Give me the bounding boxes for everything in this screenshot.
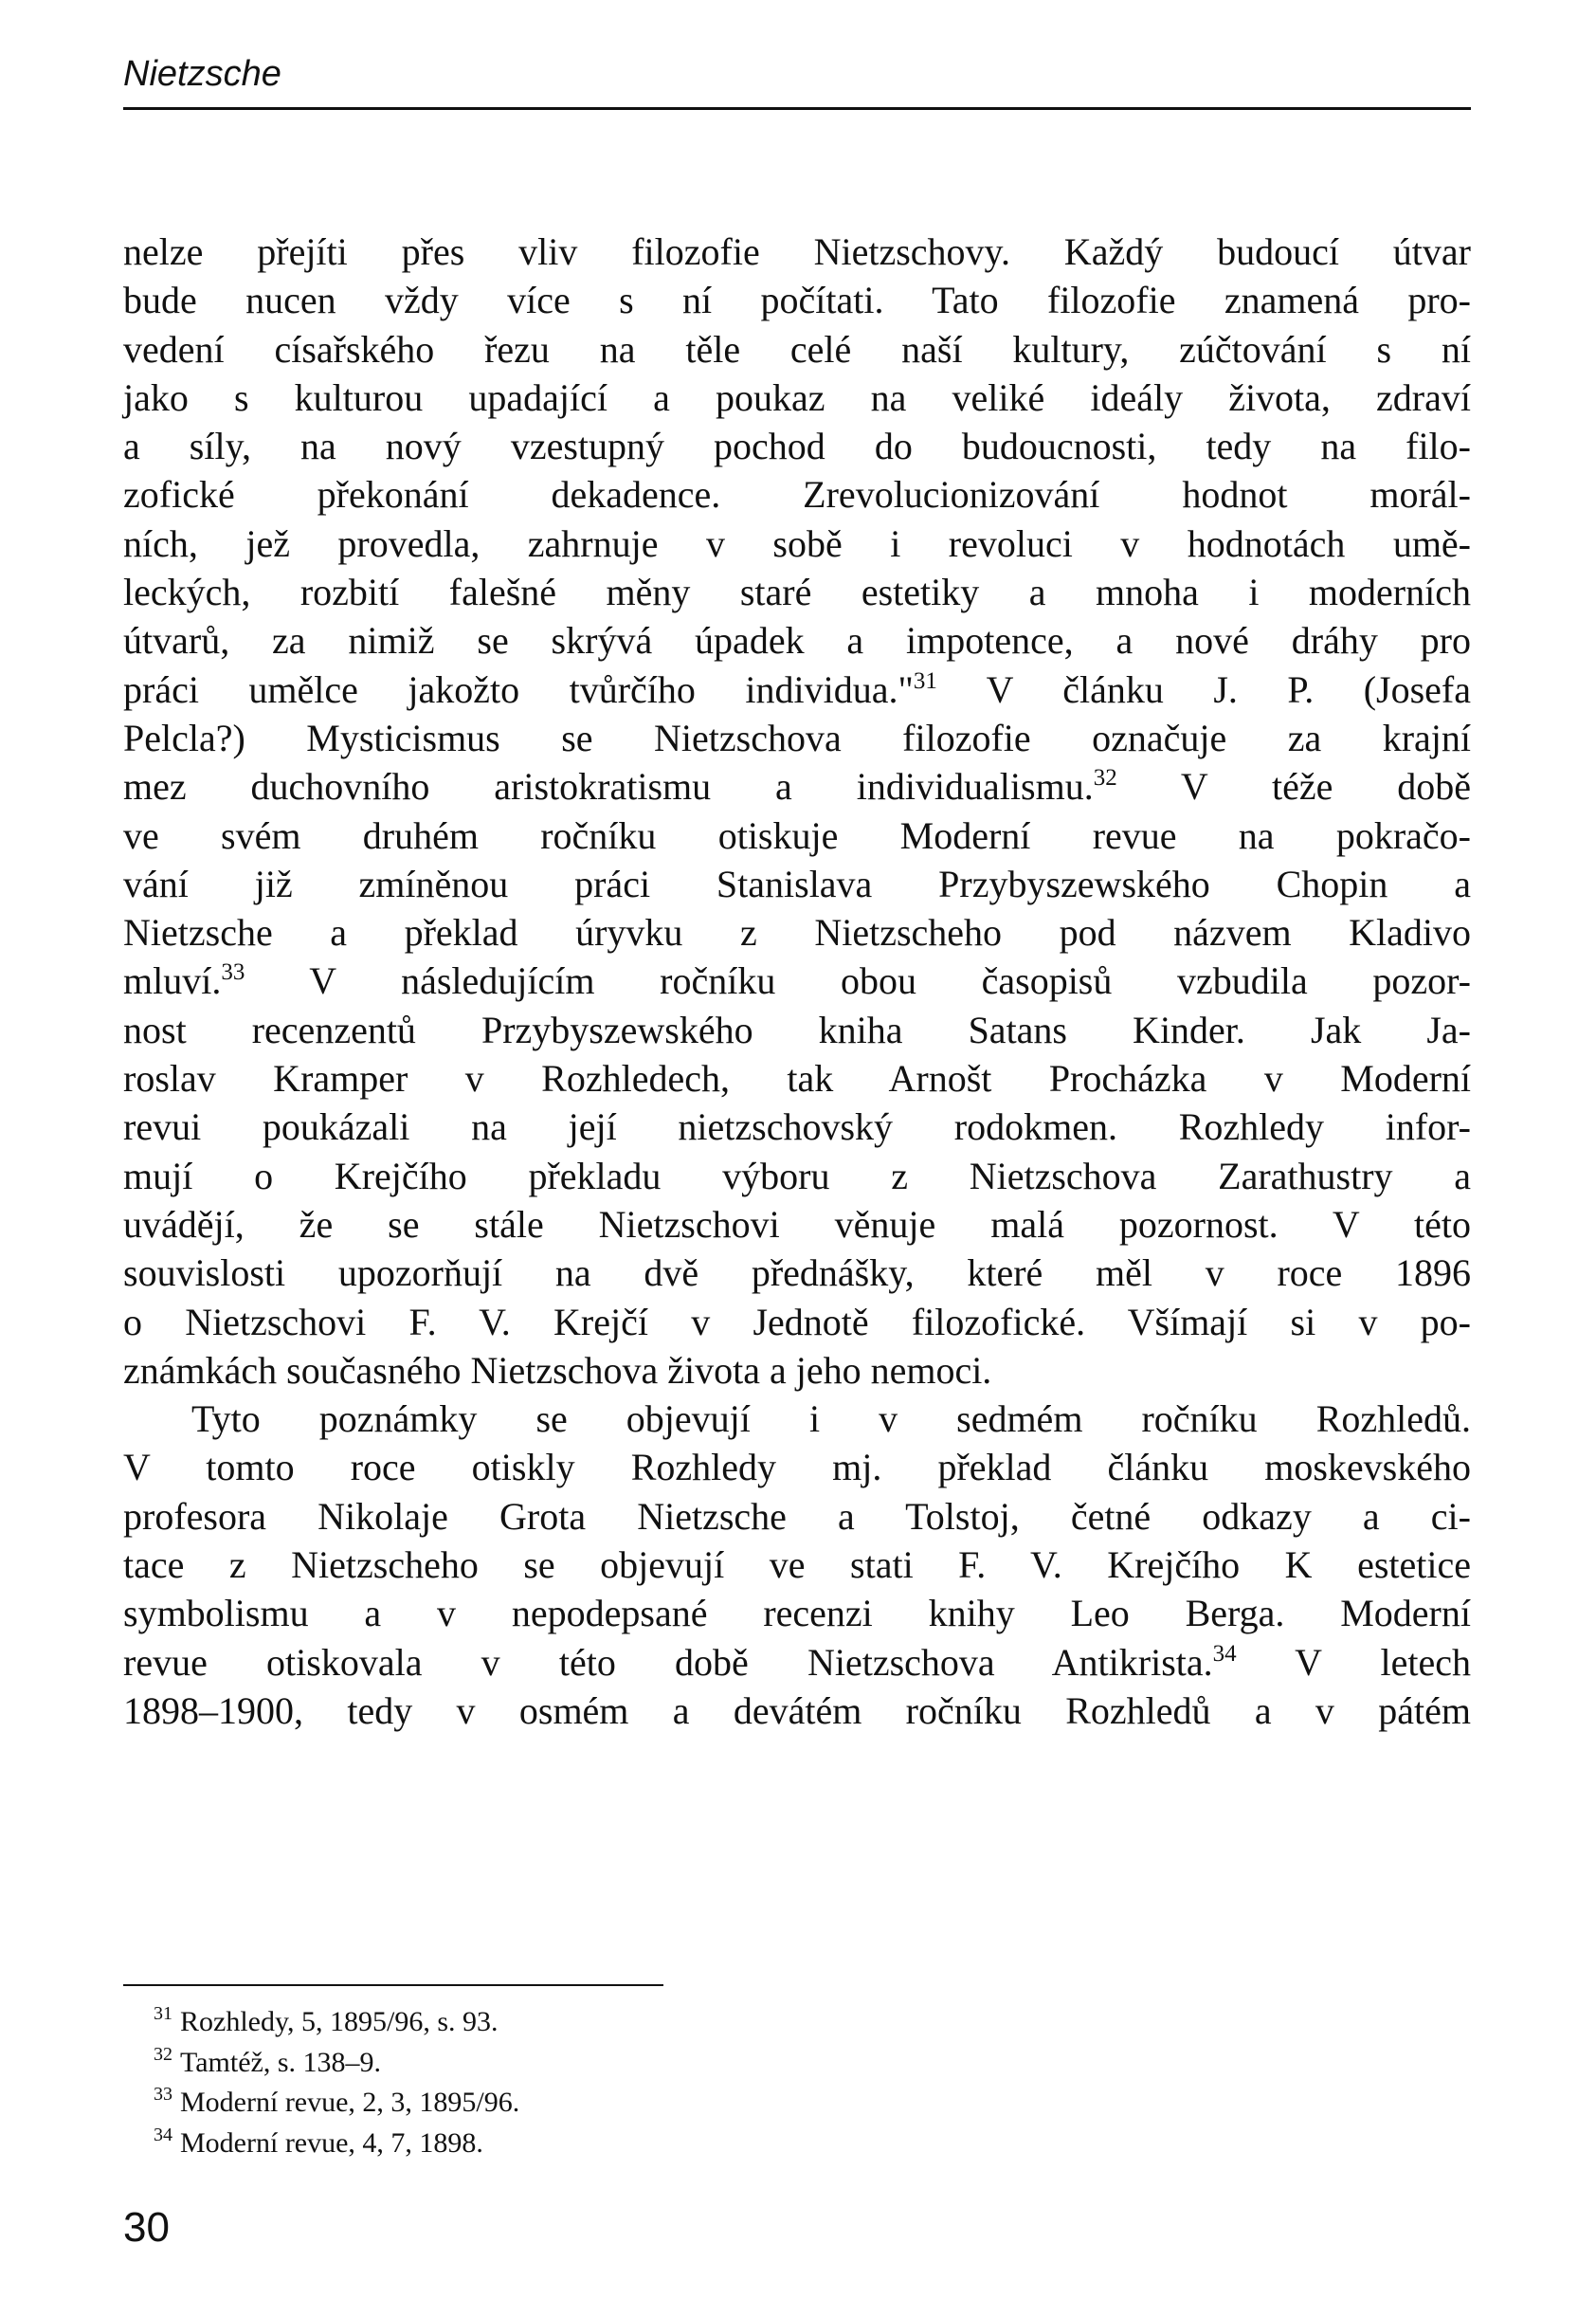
text-line: útvarů, za nimiž se skrývá úpadek a impotence, a nové dráhy pro — [123, 619, 1471, 663]
running-header: Nietzsche — [123, 54, 281, 94]
footnote-rule — [123, 1984, 663, 1986]
text-line: zofické překonání dekadence. Zrevolucionizování hodnot morál- — [123, 473, 1471, 517]
text-line: ve svém druhém ročníku otiskuje Moderní revue na pokračo- — [123, 813, 1471, 857]
main-text — [123, 228, 1471, 1735]
text-line: symbolismu a v nepodepsané recenzi knihy Leo Berga. Moderní — [123, 1592, 1471, 1635]
text-line: bude nucen vždy více s ní počítati. Tato filozofie znamená pro- — [123, 279, 1471, 322]
header-rule — [123, 107, 1471, 110]
footnotes — [154, 2002, 519, 2163]
text-line: a síly, na nový vzestupný pochod do budoucnosti, tedy na filo- — [123, 425, 1471, 468]
page-number: 30 — [123, 2204, 170, 2251]
footnote-text: Moderní revue, 4, 7, 1898. — [180, 2126, 483, 2159]
text-line: leckých, rozbití falešné měny staré estetiky a mnoha i moderních — [123, 571, 1471, 614]
text-line: známkách současného Nietzschova života a jeho nemoci. — [123, 1348, 992, 1392]
footnote-ref: 33 — [221, 959, 245, 986]
text-line: mují o Krejčího překladu výboru z Nietzschova Zarathustry a — [123, 1154, 1471, 1197]
text-line: nost recenzentů Przybyszewského kniha Satans Kinder. Jak Ja- — [123, 1008, 1471, 1051]
text-line: mez duchovního aristokratismu a individualismu.$^{32}$ V téže době — [123, 765, 1472, 809]
footnote-ref: 31 — [913, 667, 937, 694]
footnote-text: Tamtéž, s. 138–9. — [180, 2046, 382, 2078]
footnote — [154, 2124, 519, 2164]
footnote — [154, 2043, 519, 2084]
text-line: roslav Kramper v Rozhledech, tak Arnošt Procházka v Moderní — [123, 1057, 1471, 1101]
text-line: vání již zmíněnou práci Stanislava Przybyszewského Chopin a — [123, 862, 1471, 905]
text-line: jako s kulturou upadající a poukaz na veliké ideály života, zdraví — [123, 375, 1471, 419]
text-line: profesora Nikolaje Grota Nietzsche a Tolstoj, četné odkazy a ci- — [123, 1494, 1471, 1538]
text-line: o Nietzschovi F. V. Krejčí v Jednotě filozofické. Všímají si v po- — [123, 1300, 1471, 1343]
footnote-text: Rozhledy, 5, 1895/96, s. 93. — [180, 2006, 499, 2037]
footnote — [154, 2083, 519, 2124]
footnote-number: 31 — [154, 2003, 172, 2024]
text-line: revui poukázali na její nietzschovský rodokmen. Rozhledy infor- — [123, 1105, 1471, 1149]
footnote-number: 32 — [154, 2043, 172, 2065]
footnote — [154, 2002, 519, 2043]
footnote-ref: 32 — [1093, 765, 1117, 792]
text-line: 1898–1900, tedy v osmém a devátém ročníku Rozhledů a v pátém — [123, 1688, 1471, 1732]
text-line: nelze přejíti přes vliv filozofie Nietzschovy. Každý budoucí útvar — [123, 230, 1471, 273]
footnote-number: 33 — [154, 2084, 172, 2105]
text-line: revue otiskovala v této době Nietzschova Antikrista.$^{34}$ V letech — [123, 1640, 1471, 1684]
text-line: práci umělce jakožto tvůrčího individua."$^{31}$ V článku J. P. (Josefa — [123, 667, 1471, 711]
text-line: tace z Nietzscheho se objevují ve stati F. V. Krejčího K estetice — [123, 1543, 1471, 1587]
text-line: uvádějí, že se stále Nietzschovi věnuje malá pozornost. V této — [123, 1202, 1471, 1246]
footnote-number: 34 — [154, 2124, 172, 2145]
text-line: Nietzsche a překlad úryvku z Nietzscheho pod názvem Kladivo — [123, 911, 1471, 955]
footnote-ref: 34 — [1212, 1640, 1237, 1667]
text-line: souvislosti upozorňují na dvě přednášky, které měl v roce 1896 — [123, 1251, 1471, 1295]
text-line: vedení císařského řezu na těle celé naší kultury, zúčtování s ní — [123, 327, 1471, 371]
text-line: Pelcla?) Mysticismus se Nietzschova filozofie označuje za krajní — [123, 716, 1471, 759]
text-line: mluví.$^{33}$ V následujícím ročníku obou časopisů vzbudila pozor- — [123, 959, 1471, 1003]
text-line: Tyto poznámky se objevují i v sedmém ročníku Rozhledů. — [191, 1397, 1471, 1441]
text-line: V tomto roce otiskly Rozhledy mj. překlad článku moskevského — [123, 1446, 1471, 1489]
footnote-text: Moderní revue, 2, 3, 1895/96. — [180, 2087, 520, 2118]
text-line: ních, jež provedla, zahrnuje v sobě i revoluci v hodnotách umě- — [123, 521, 1471, 565]
